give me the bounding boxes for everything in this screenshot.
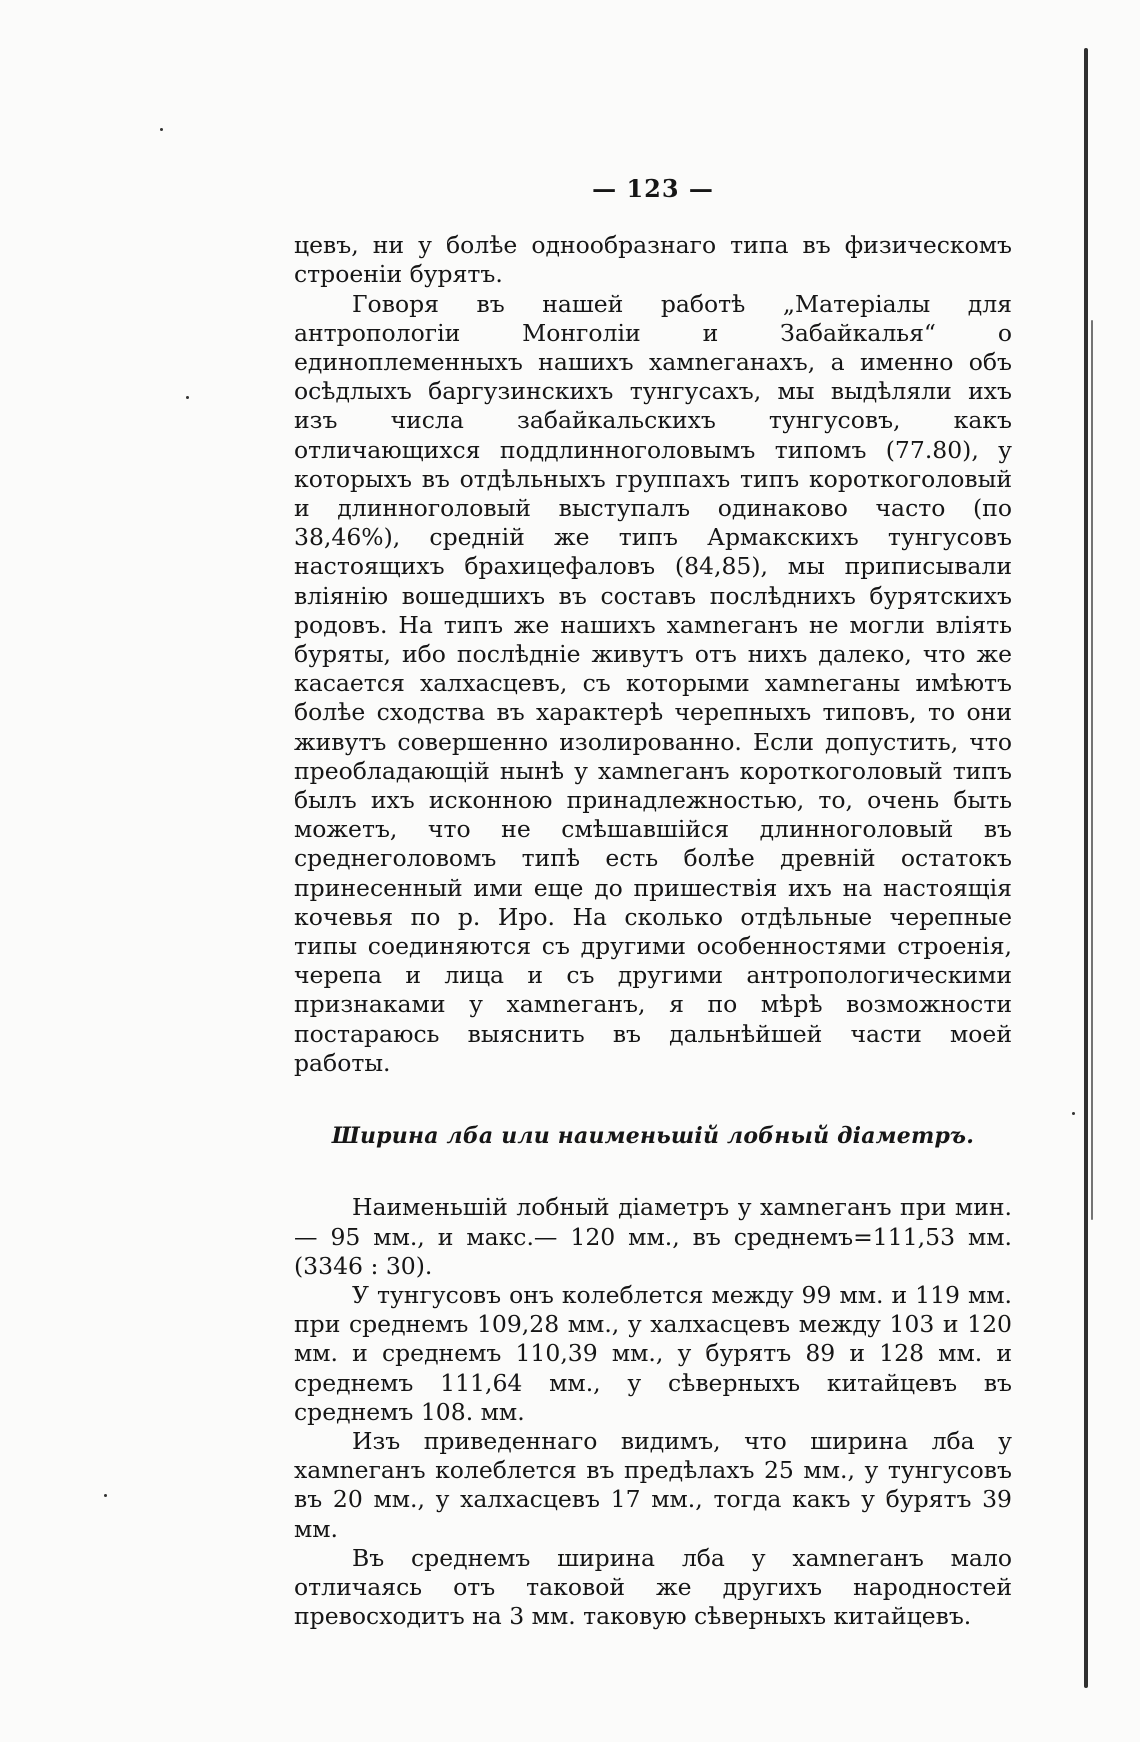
page-content [294, 174, 1012, 1631]
scan-speck [186, 396, 189, 399]
paragraph: Наименьшій лобный діаметръ у хамneганъ при мин.— 95 мм., и макс.— 120 мм., въ среднемъ=111,53 мм. (3346 : 30). [294, 1193, 1012, 1280]
scan-speck [1072, 1112, 1075, 1115]
paragraph: Изъ приведеннаго видимъ, что ширина лба у хамneганъ колеблется въ предѣлахъ 25 мм., у тунгусовъ въ 20 мм., у халхасцевъ 17 мм., тогда какъ у бурятъ 39 мм. [294, 1426, 1012, 1543]
paragraph: цевъ, ни у болѣе однообразнаго типа въ физическомъ строеніи бурятъ. [294, 231, 1012, 289]
paragraph: У тунгусовъ онъ колеблется между 99 мм. и 119 мм. при среднемъ 109,28 мм., у халхасцевъ между 103 и 120 мм. и среднемъ 110,39 мм., у бурятъ 89 и 128 мм. и среднемъ 111,64 мм., у сѣверныхъ китайцевъ въ среднемъ 108. мм. [294, 1280, 1012, 1426]
scan-speck [160, 128, 163, 131]
paragraph: Говоря въ нашей работѣ „Матеріалы для антропологіи Монголіи и Забайкалья“ о единоплеменныхъ нашихъ хамneганахъ, а именно объ осѣдлыхъ баргузинскихъ тунгусахъ, мы выдѣляли ихъ изъ числа забайкальскихъ тунгусовъ, какъ отличающихся поддлинноголовымъ типомъ (77.80), у которыхъ въ отдѣльныхъ группахъ типъ короткоголовый и длинноголовый выступалъ одинаково часто (по 38,46%), средній же типъ Армакскихъ тунгусовъ настоящихъ брахицефаловъ (84,85), мы приписывали вліянію вошедшихъ въ составъ послѣднихъ бурятскихъ родовъ. На типъ же нашихъ хамneганъ не могли вліять буряты, ибо послѣдніе живутъ отъ нихъ далеко, что же касается халхасцевъ, съ которыми хамneганы имѣютъ болѣе сходства въ характерѣ черепныхъ типовъ, то они живутъ совершенно изолированно. Если допустить, что преобладающій нынѣ у хамneганъ короткоголовый типъ былъ ихъ исконною принадлежностью, то, очень быть можетъ, что не смѣшавшійся длинноголовый въ среднеголовомъ типѣ есть болѣе древній остатокъ принесенный ими еще до пришествія ихъ на настоящія кочевья по р. Иро. На сколько отдѣльные черепные типы соединяются съ другими особенностями строенія, черепа и лица и съ другими антропологическими признаками у хамneганъ, я по мѣрѣ возможности постараюсь выяснить въ дальнѣйшей части моей работы. [294, 289, 1012, 1077]
page-edge-shadow [1084, 48, 1088, 1688]
page-number: — 123 — [592, 174, 714, 203]
page-edge-shadow-secondary [1091, 320, 1093, 1220]
scan-speck [104, 1494, 107, 1497]
paragraph: Въ среднемъ ширина лба у хамneганъ мало отличаясь отъ таковой же другихъ народностей превосходитъ на 3 мм. таковую сѣверныхъ китайцевъ. [294, 1543, 1012, 1631]
body-text-top [294, 231, 1012, 1078]
body-text-bottom [294, 1193, 1012, 1631]
section-heading: Ширина лба или наименьшій лобный діаметръ. [331, 1123, 975, 1150]
